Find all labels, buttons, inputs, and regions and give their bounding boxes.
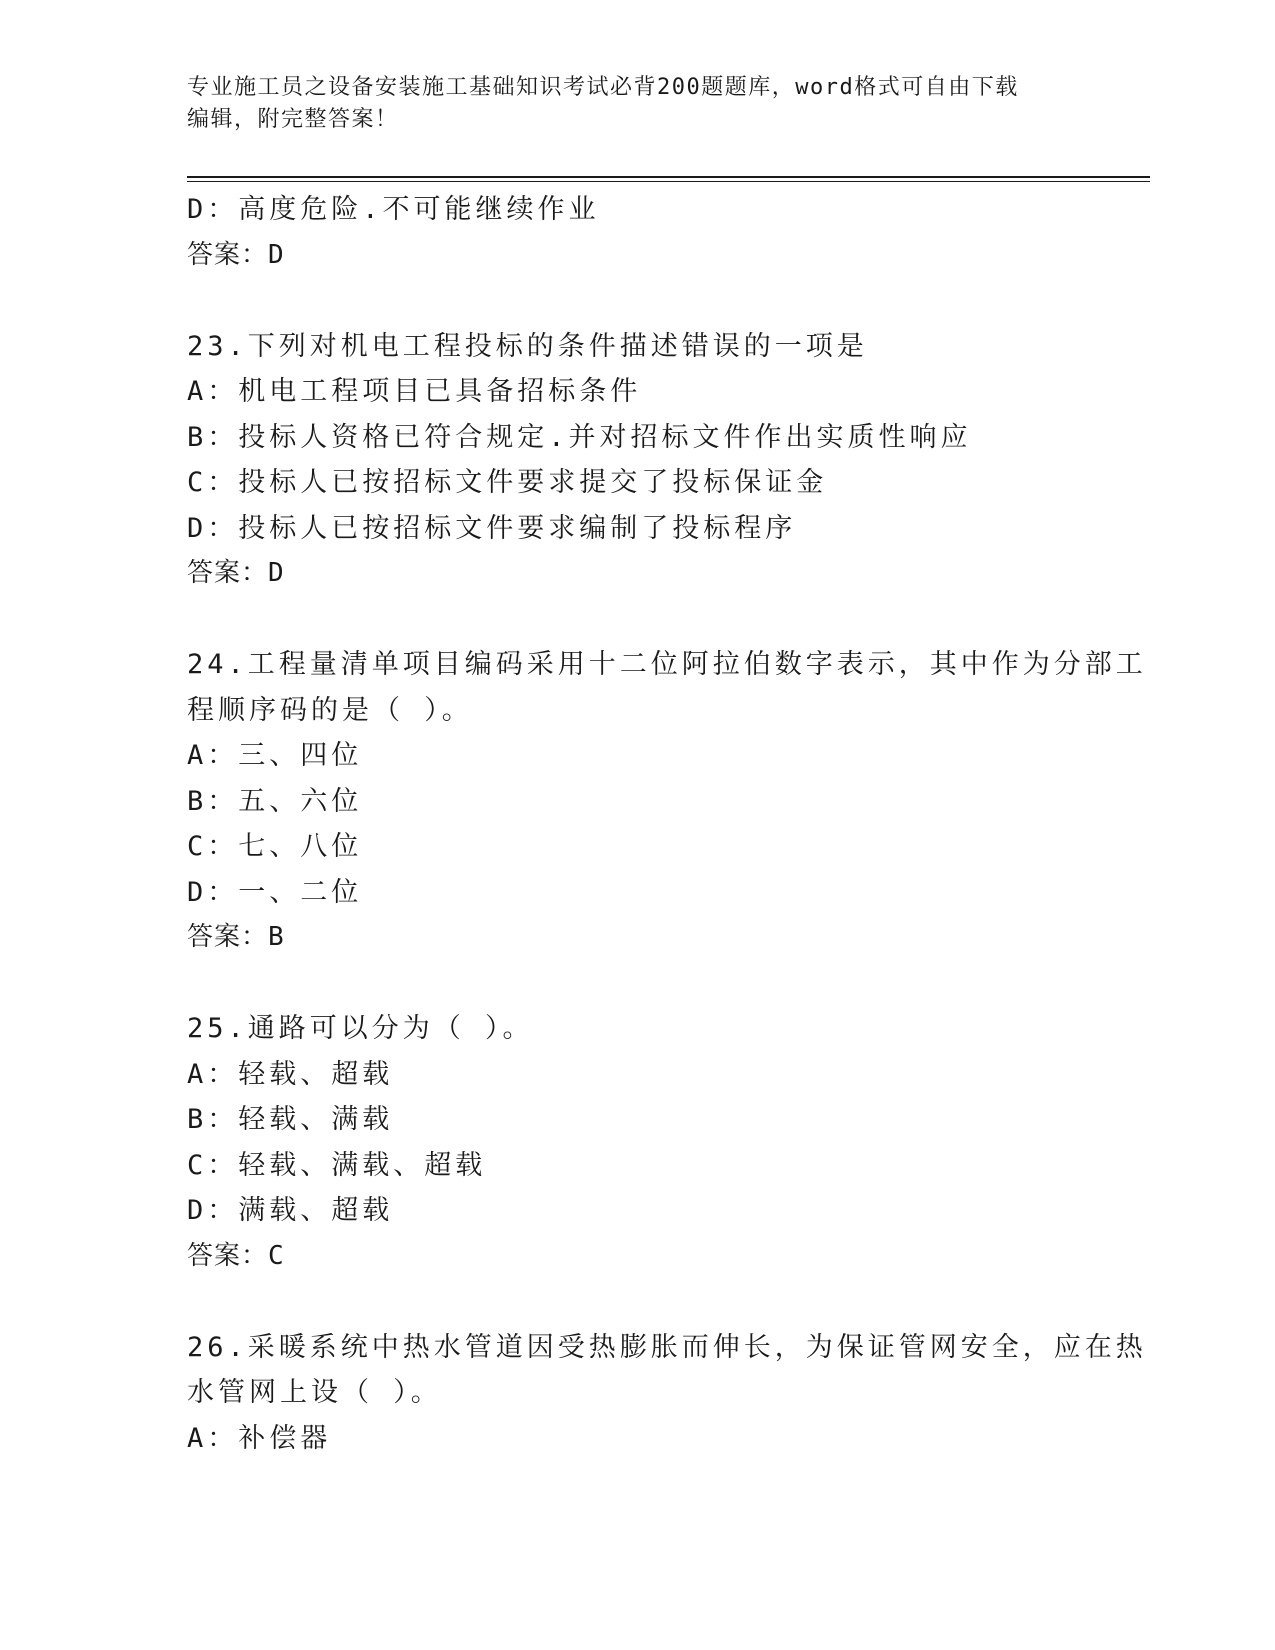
header-divider-thin — [187, 181, 1150, 182]
option-a: A：轻载、超载 — [187, 1058, 394, 1090]
question-stem-continued: 水管网上设（ ）。 — [187, 1377, 442, 1408]
answer-line — [187, 1234, 1087, 1280]
question-stem-continued: 程顺序码的是（ ）。 — [187, 694, 473, 726]
option-d: D：满载、超载 — [187, 1195, 394, 1226]
option-b: B：轻载、满载 — [187, 1104, 394, 1135]
option-a: A：三、四位 — [187, 740, 363, 771]
question-24 — [187, 642, 1147, 961]
answer-value: D — [268, 558, 285, 588]
question-stem: 24.工程量清单项目编码采用十二位阿拉伯数字表示，其中作为分部工 — [187, 649, 1147, 680]
header-line-2: 编辑，附完整答案！ — [187, 107, 399, 132]
option-a: A：补偿器 — [187, 1422, 332, 1454]
answer-value: D — [268, 239, 285, 270]
option-b: B：投标人资格已符合规定.并对招标文件作出实质性响应 — [187, 421, 972, 453]
spacer — [187, 1279, 1087, 1325]
question-26 — [187, 1325, 1147, 1462]
question-stem: 23.下列对机电工程投标的条件描述错误的一项是 — [187, 330, 868, 362]
option-a: A：机电工程项目已具备招标条件 — [187, 376, 642, 407]
document-header — [187, 72, 1067, 136]
question-stem: 26.采暖系统中热水管道因受热膨胀而伸长，为保证管网安全，应在热 — [187, 1331, 1147, 1363]
answer-label: 答案： — [187, 239, 269, 270]
question-stem: 25.通路可以分为（ ）。 — [187, 1013, 534, 1044]
option-b: B：五、六位 — [187, 785, 363, 817]
option-c: C：轻载、满载、超载 — [187, 1149, 487, 1181]
option-d: D：投标人已按招标文件要求编制了投标程序 — [187, 512, 797, 544]
answer-label: 答案： — [187, 1240, 269, 1271]
header-line-1: 专业施工员之设备安装施工基础知识考试必背200题题库，word格式可自由下载 — [187, 75, 1019, 100]
answer-value: B — [268, 922, 285, 952]
option-d: D：一、二位 — [187, 876, 363, 908]
answer-line — [187, 551, 1087, 597]
answer-value: C — [268, 1240, 285, 1271]
answer-line — [187, 915, 1087, 961]
option-d: D：高度危险.不可能继续作业 — [187, 194, 600, 225]
question-23 — [187, 324, 1087, 597]
document-body — [187, 187, 1147, 1461]
answer-line — [187, 233, 1087, 279]
spacer — [187, 961, 1087, 1007]
option-c: C：七、八位 — [187, 831, 363, 862]
answer-label: 答案： — [187, 558, 269, 588]
question-25 — [187, 1006, 1087, 1279]
header-divider-thick — [187, 176, 1150, 178]
option-c: C：投标人已按招标文件要求提交了投标保证金 — [187, 467, 828, 498]
answer-label: 答案： — [187, 922, 269, 952]
spacer — [187, 278, 1087, 324]
spacer — [187, 597, 1087, 643]
